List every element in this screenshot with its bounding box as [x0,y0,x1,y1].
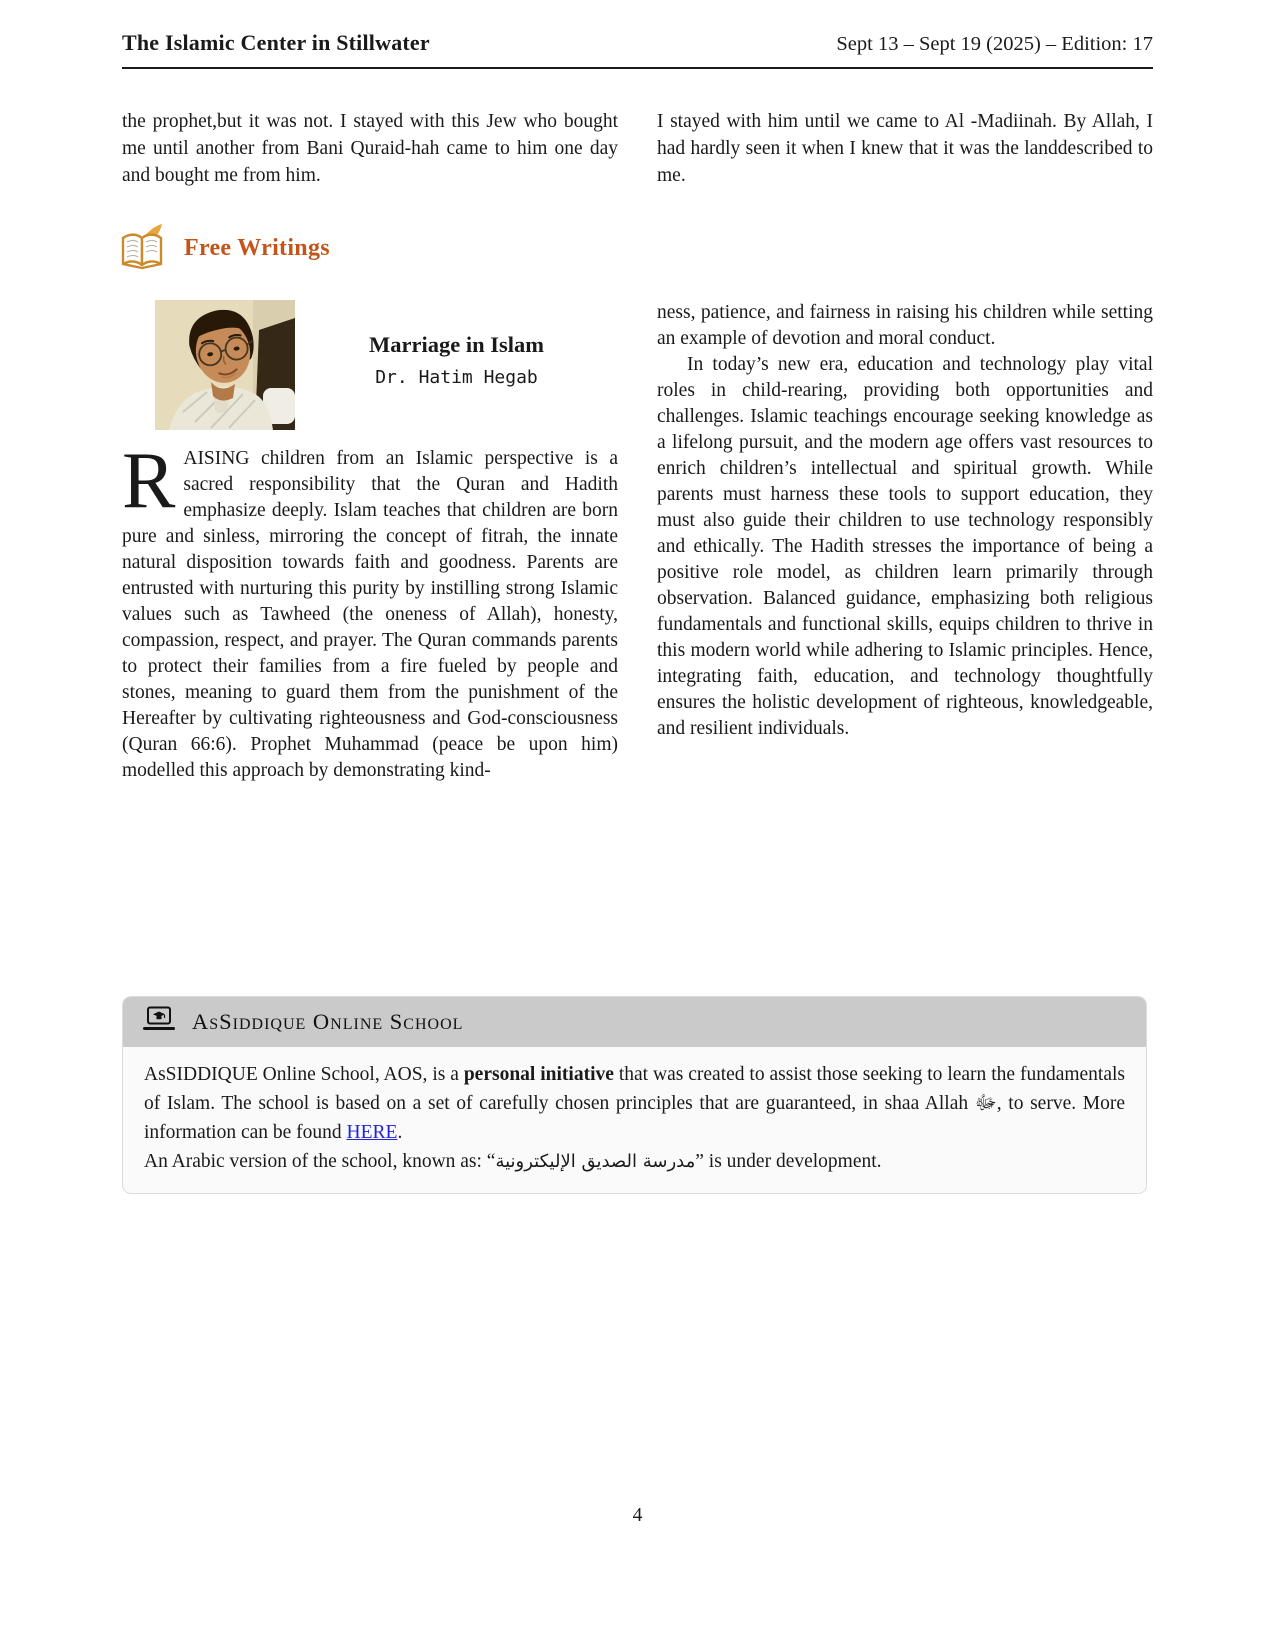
school-box-body [123,1047,1146,1193]
section-title: Free Writings [184,235,330,261]
article-paragraph-1-text: AISING children from an Islamic perspective is a sacred responsibility that the Quran and Hadith emphasize deeply. Islam teaches that children are born pure and sinless, mirroring the concept of fitrah, the innate natural disposition towards faith and goodness. Parents are entrusted with nurturing this purity by instilling strong Islamic values such as Tawheed (the oneness of Allah), honesty, compassion, respect, and prayer. The Quran commands parents to protect their families from a fire fueled by people and stones, meaning to guard them from the punishment of the Hereafter by cultivating righteousness and God-consciousness (Quran 66:6). Prophet Muhammad (peace be upon him) modelled this approach by demonstrating kind- [122,448,618,781]
school-announcement-box [122,996,1147,1194]
masthead [122,30,1153,69]
school-arabic-intro: An Arabic version of the school, known as: “ [144,1151,496,1172]
article-title: Marriage in Islam [369,331,544,357]
section-heading [118,222,330,275]
school-text-1: AsSIDDIQUE Online School, AOS, is a [144,1064,464,1085]
article-paragraph-1 [122,437,618,784]
here-link[interactable]: HERE [346,1122,398,1143]
school-arabic-name: مدرسة الصديق الإليكترونية [495,1151,696,1172]
article [122,300,1153,784]
article-author: Dr. Hatim Hegab [375,366,538,388]
article-title-block [295,300,618,430]
school-text-2: that was created to assist those seeking to learn the fundamentals of Islam. The school is based on a set of carefully chosen principles that are guaranteed, in shaa Allah ﷻ, to serve. More information can be found [144,1064,1125,1143]
school-box-header [123,997,1146,1047]
author-block [155,300,618,430]
school-box-title: AsSiddique Online School [192,1009,464,1034]
laptop-graduation-icon [141,1006,177,1038]
article-right-column [657,300,1153,784]
school-bold-phrase: personal initiative [463,1064,614,1085]
page-number: 4 [632,1505,643,1526]
article-paragraph-1-continued: ness, patience, and fairness in raising his children while setting an example of devotion and moral conduct. [657,302,1153,349]
school-arabic-outro: ” is under development. [695,1151,882,1172]
school-paragraph-2 [144,1147,1125,1176]
article-left-column [122,300,618,784]
newsletter-title: The Islamic Center in Stillwater [122,30,430,55]
story-continuation [122,108,1153,189]
author-photo [155,300,295,430]
story-continuation-right: I stayed with him until we came to Al -Madiinah. By Allah, I had hardly seen it when I knew that it was the landdescribed to me. [657,111,1153,186]
issue-date-edition: Sept 13 – Sept 19 (2025) – Edition: 17 [836,33,1153,55]
school-text-3: . [397,1122,403,1143]
dropcap-letter: R [122,437,176,525]
story-continuation-left: the prophet,but it was not. I stayed with this Jew who bought me until another from Bani Quraid-hah came to him one day and bought me from him. [122,111,618,186]
school-paragraph-1 [144,1060,1125,1147]
book-quill-icon [118,222,170,275]
article-paragraph-2: In today’s new era, education and technology play vital roles in child-rearing, providing both opportunities and challenges. Islamic teachings encourage seeking knowledge as a lifelong pursuit, and the modern age offers vast resources to enrich children’s intellectual and spiritual growth. While parents must harness these tools to support education, they must also guide their children to use technology responsibly and ethically. The Hadith stresses the importance of being a positive role model, as children learn primarily through observation. Balanced guidance, emphasizing both religious fundamentals and functional skills, equips children to thrive in this modern world while adhering to Islamic principles. Hence, integrating faith, education, and technology thoughtfully ensures the holistic development of righteous, knowledgeable, and resilient individuals. [657,354,1153,739]
